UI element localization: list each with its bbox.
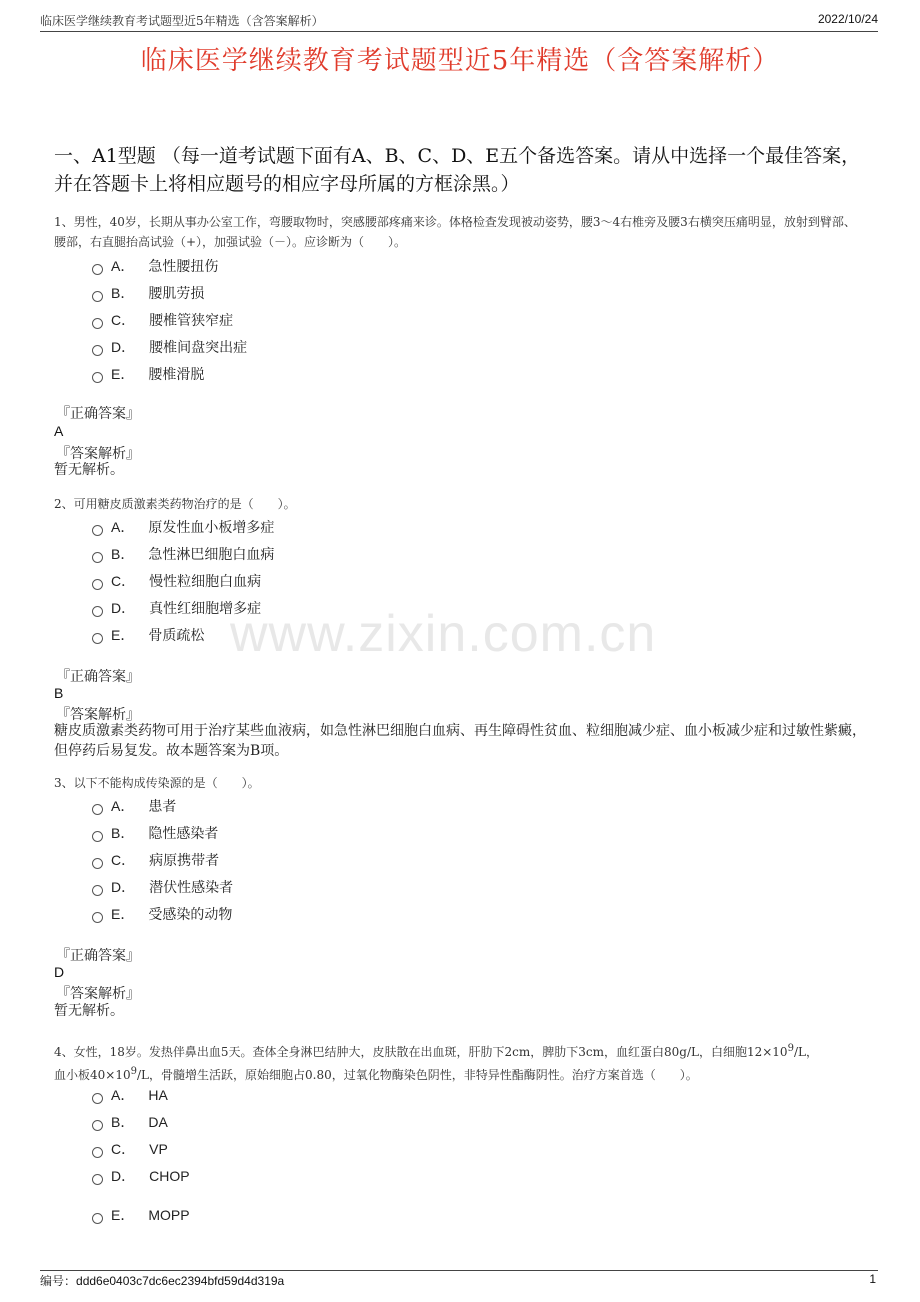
radio-icon[interactable] bbox=[92, 606, 103, 617]
radio-icon[interactable] bbox=[92, 525, 103, 536]
radio-icon[interactable] bbox=[92, 552, 103, 563]
explanation-label: 『答案解析』 bbox=[56, 446, 140, 462]
answer-label: 『正确答案』 bbox=[56, 948, 140, 964]
question-4-option-d[interactable]: D． CHOP bbox=[92, 1166, 190, 1186]
question-4-option-c[interactable]: C． VP bbox=[92, 1139, 168, 1159]
question-2-answer: B bbox=[54, 685, 64, 701]
footer-serial: 编号：ddd6e0403c7dc6ec2394bfd59d4d319a bbox=[40, 1274, 285, 1288]
question-3-answer: D bbox=[54, 964, 65, 980]
question-1-option-c[interactable]: C． 腰椎管狭窄症 bbox=[92, 310, 233, 330]
question-4-stem-line-2: 血小板$40\times 10^9/L$，骨髓增生活跃，原始细胞占0.80，过氧化物酶染色阴性，非特异性酯酶阴性。治疗方案首选（ ）。 bbox=[54, 1066, 698, 1082]
header-doc-title: 临床医学继续教育考试题型近5年精选（含答案解析） bbox=[40, 14, 324, 28]
header-divider bbox=[40, 31, 878, 32]
question-3-option-a[interactable]: A． 患者 bbox=[92, 796, 176, 816]
question-3-option-d[interactable]: D． 潜伏性感染者 bbox=[92, 877, 233, 897]
question-1-option-e[interactable]: E． 腰椎滑脱 bbox=[92, 364, 204, 384]
question-3-explanation: 暂无解析。 bbox=[54, 1003, 124, 1019]
explanation-label: 『答案解析』 bbox=[56, 986, 140, 1002]
radio-icon[interactable] bbox=[92, 912, 103, 923]
watermark: www.zixin.com.cn bbox=[230, 605, 657, 663]
explanation-label: 『答案解析』 bbox=[56, 707, 140, 723]
radio-icon[interactable] bbox=[92, 345, 103, 356]
question-1-answer: A bbox=[54, 423, 64, 439]
radio-icon[interactable] bbox=[92, 264, 103, 275]
question-2-option-a[interactable]: A． 原发性血小板增多症 bbox=[92, 517, 274, 537]
page-number: 1 bbox=[869, 1272, 876, 1286]
radio-icon[interactable] bbox=[92, 885, 103, 896]
question-1-stem: 1、男性，40岁，长期从事办公室工作，弯腰取物时，突感腰部疼痛来诊。体格检查发现被动姿势，腰3～4右椎旁及腰3右横突压痛明显，放射到臂部、腰部，右直腿抬高试验（+），加强试验（－）。应诊断为（ ）。 bbox=[54, 215, 856, 249]
radio-icon[interactable] bbox=[92, 318, 103, 329]
question-3-option-c[interactable]: C． 病原携带者 bbox=[92, 850, 219, 870]
question-4-stem-line-1: 4、女性，18岁。发热伴鼻出血5天。查体全身淋巴结肿大，皮肤散在出血斑，肝肋下2cm，脾肋下3cm，血红蛋白80g/L，白细胞$12\times 10^9/L$， bbox=[54, 1043, 818, 1059]
radio-icon[interactable] bbox=[92, 1093, 103, 1104]
question-1-option-d[interactable]: D． 腰椎间盘突出症 bbox=[92, 337, 247, 357]
radio-icon[interactable] bbox=[92, 831, 103, 842]
question-4-option-a[interactable]: A． HA bbox=[92, 1085, 168, 1105]
section-heading: 一、A1型题 （每一道考试题下面有A、B、C、D、E五个备选答案。请从中选择一个最佳答案，并在答题卡上将相应题号的相应字母所属的方框涂黑。） bbox=[54, 145, 861, 195]
question-2-option-c[interactable]: C． 慢性粒细胞白血病 bbox=[92, 571, 261, 591]
question-3-option-e[interactable]: E． 受感染的动物 bbox=[92, 904, 232, 924]
question-1-option-a[interactable]: A． 急性腰扭伤 bbox=[92, 256, 218, 276]
radio-icon[interactable] bbox=[92, 1147, 103, 1158]
footer-divider bbox=[40, 1270, 878, 1271]
header-date: 2022/10/24 bbox=[817, 12, 878, 26]
question-4-option-b[interactable]: B． DA bbox=[92, 1112, 168, 1132]
radio-icon[interactable] bbox=[92, 804, 103, 815]
radio-icon[interactable] bbox=[92, 1120, 103, 1131]
question-2-option-d[interactable]: D． 真性红细胞增多症 bbox=[92, 598, 261, 618]
question-3-option-b[interactable]: B． 隐性感染者 bbox=[92, 823, 218, 843]
radio-icon[interactable] bbox=[92, 1174, 103, 1185]
question-2-stem: 2、可用糖皮质激素类药物治疗的是（ ）。 bbox=[54, 497, 296, 511]
question-2-option-e[interactable]: E． 骨质疏松 bbox=[92, 625, 204, 645]
answer-label: 『正确答案』 bbox=[56, 669, 140, 685]
radio-icon[interactable] bbox=[92, 291, 103, 302]
question-2-option-b[interactable]: B． 急性淋巴细胞白血病 bbox=[92, 544, 274, 564]
question-1-explanation: 暂无解析。 bbox=[54, 462, 124, 478]
question-1-option-b[interactable]: B． 腰肌劳损 bbox=[92, 283, 204, 303]
radio-icon[interactable] bbox=[92, 633, 103, 644]
question-4-stem bbox=[54, 1039, 866, 1085]
question-2-explanation: 糖皮质激素类药物可用于治疗某些血液病，如急性淋巴细胞白血病、再生障碍性贫血、粒细胞减少症、血小板减少症和过敏性紫癜，但停药后易复发。故本题答案为B项。 bbox=[54, 723, 866, 759]
radio-icon[interactable] bbox=[92, 858, 103, 869]
page-title: 临床医学继续教育考试题型近5年精选（含答案解析） bbox=[140, 46, 780, 76]
answer-label: 『正确答案』 bbox=[56, 406, 140, 422]
question-3-stem: 3、以下不能构成传染源的是（ ）。 bbox=[54, 776, 260, 790]
question-4-option-e[interactable]: E． MOPP bbox=[92, 1205, 190, 1225]
radio-icon[interactable] bbox=[92, 1213, 103, 1224]
radio-icon[interactable] bbox=[92, 372, 103, 383]
radio-icon[interactable] bbox=[92, 579, 103, 590]
